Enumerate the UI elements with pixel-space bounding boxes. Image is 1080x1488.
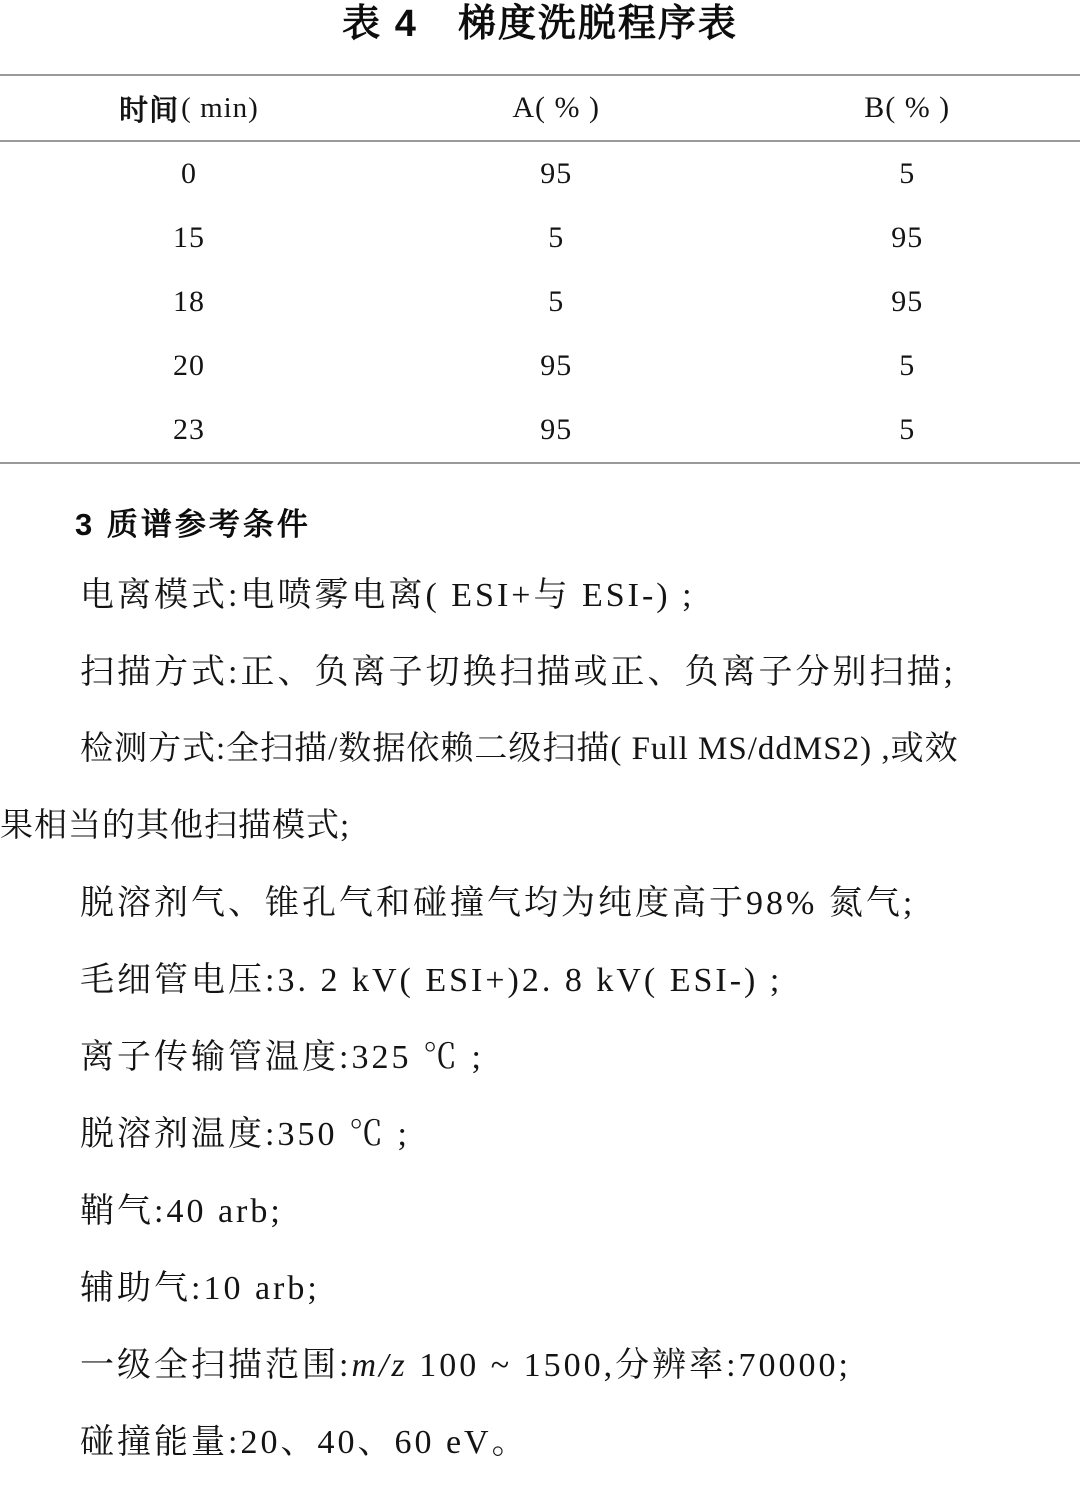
col-header-a-percent: A( % ): [512, 91, 601, 124]
table-cell-time: 0: [181, 157, 197, 190]
table-cell-time: 20: [173, 349, 205, 382]
table-row: [0, 334, 1080, 398]
table-cell-time: 15: [173, 221, 205, 254]
table-header-row: [0, 76, 1080, 142]
paragraph-capillary-voltage: 毛细管电压:3. 2 kV( ESI+)2. 8 kV( ESI-) ;: [80, 962, 783, 999]
paragraph-scan-mode: 扫描方式:正、负离子切换扫描或正、负离子分别扫描;: [80, 654, 956, 691]
table-cell-b: 5: [899, 413, 916, 446]
table-row: [0, 142, 1080, 206]
paragraph-ion-transfer-tube-temp: 离子传输管温度:325 ℃ ;: [80, 1039, 484, 1076]
paragraph-gas-purity: 脱溶剂气、锥孔气和碰撞气均为纯度高于98% 氮气;: [80, 885, 916, 922]
table-cell-a: 95: [540, 157, 573, 190]
table-cell-b: 5: [899, 157, 916, 190]
paragraph-collision-energy: 碰撞能量:20、40、60 eV。: [80, 1424, 529, 1461]
table-cell-b: 95: [891, 221, 924, 254]
mz-italic-term: m/z: [351, 1347, 408, 1384]
table-title: 表 4 梯度洗脱程序表: [342, 3, 738, 45]
table-cell-b: 95: [891, 285, 924, 318]
col-header-b-percent: B( % ): [864, 91, 951, 124]
table-row: [0, 270, 1080, 334]
col-header-time: [0, 76, 378, 140]
paragraph-aux-gas: 辅助气:10 arb;: [80, 1270, 320, 1307]
full-scan-range-suffix: 100 ~ 1500,分辨率:70000;: [407, 1347, 851, 1384]
table-cell-a: 95: [540, 349, 573, 382]
paragraph-detection-mode-line2: 果相当的其他扫描模式;: [0, 808, 351, 844]
full-scan-range-prefix: 一级全扫描范围:: [80, 1347, 352, 1384]
paragraph-full-scan-range: [0, 1327, 1080, 1404]
col-header-time-label: 时间: [119, 94, 180, 127]
table-row: [0, 206, 1080, 270]
section-body: [0, 557, 1080, 1481]
gradient-elution-table: [0, 74, 1080, 464]
paragraph-detection-mode: [0, 711, 1080, 865]
paragraph-detection-mode-line1: 检测方式:全扫描/数据依赖二级扫描( Full MS/ddMS2) ,或效: [80, 731, 959, 767]
table-cell-b: 5: [899, 349, 916, 382]
section-heading-ms-conditions: 3 质谱参考条件: [75, 507, 311, 542]
paragraph-ionization-mode: 电离模式:电喷雾电离( ESI+与 ESI-) ;: [80, 577, 695, 614]
paragraph-sheath-gas: 鞘气:40 arb;: [80, 1193, 283, 1230]
paragraph-desolvation-temp: 脱溶剂温度:350 ℃ ;: [80, 1116, 410, 1153]
table-row: [0, 398, 1080, 462]
table-cell-time: 23: [173, 413, 205, 446]
table-cell-a: 5: [548, 285, 565, 318]
table-cell-a: 5: [548, 221, 565, 254]
table-cell-a: 95: [540, 413, 573, 446]
col-header-time-unit: ( min): [181, 91, 259, 124]
table-cell-time: 18: [173, 285, 205, 318]
